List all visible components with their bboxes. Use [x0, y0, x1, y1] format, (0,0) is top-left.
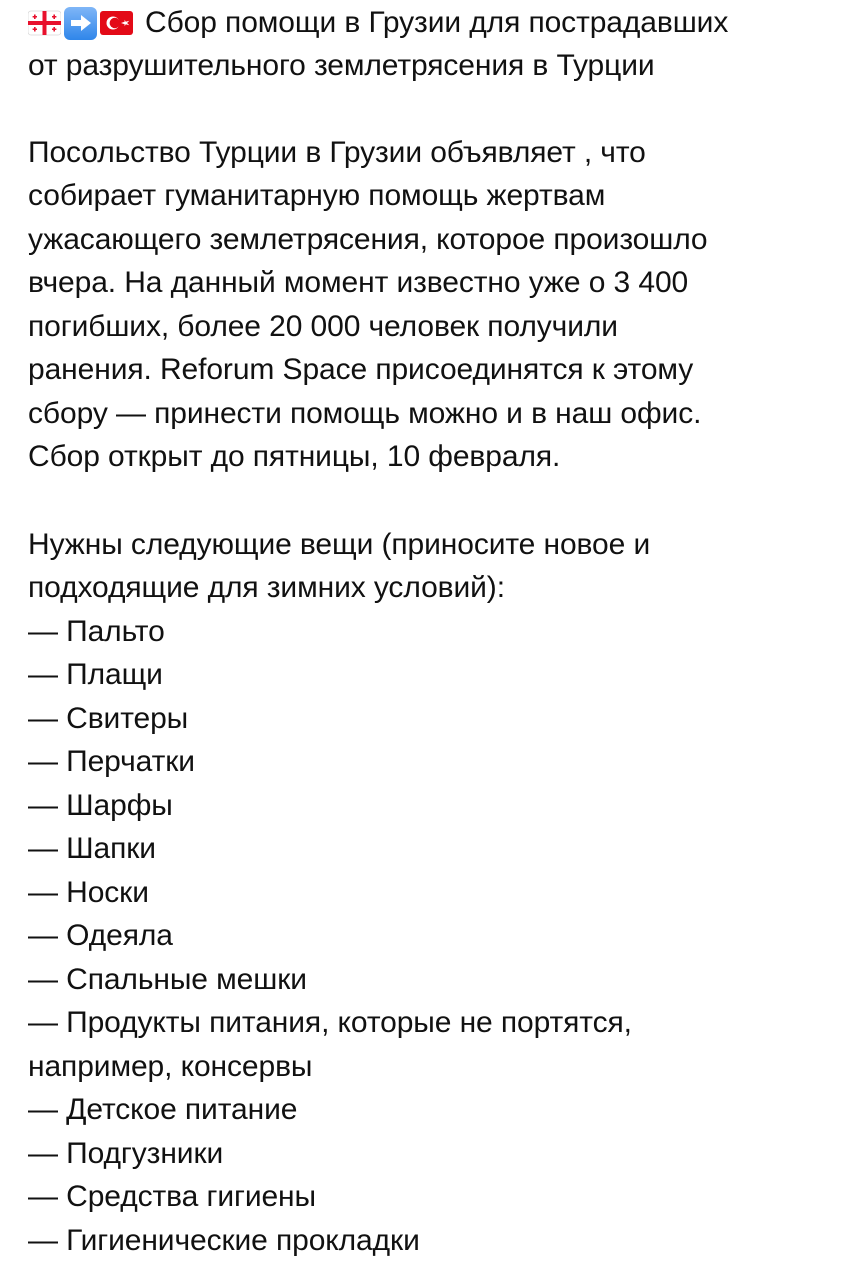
list-item: — Спальные мешки [28, 962, 307, 996]
paragraph-line: ужасающего землетрясения, которое произошло [28, 222, 708, 256]
post-message [28, 0, 838, 1262]
list-item: — Носки [28, 875, 149, 909]
list-item: — Подгузники [28, 1136, 224, 1170]
list-item: — Плащи [28, 658, 163, 691]
title-emoji-group [28, 7, 133, 40]
list-item: — Одеяла [28, 919, 173, 952]
post-title-line [28, 0, 838, 46]
post-title: Сбор помощи в Грузии для пострадавших [145, 6, 729, 40]
needs-intro-line: подходящие для зимних условий): [28, 571, 505, 604]
paragraph-line: вчера. На данный момент известно уже о 3 400 [28, 266, 689, 299]
list-item: — Продукты питания, которые не портятся, [28, 1006, 632, 1039]
list-item: — Перчатки [28, 745, 195, 778]
paragraph-line: погибших, более 20 000 человек получили [28, 309, 618, 343]
paragraph-line: ранения. Reforum Space присоединятся к этому [28, 353, 694, 386]
paragraph-line: Сбор открыт до пятницы, 10 февраля. [28, 440, 561, 473]
paragraph-line: Посольство Турции в Грузии объявляет , что [28, 135, 646, 169]
needs-section [28, 523, 838, 1263]
post-subtitle: от разрушительного землетрясения в Турции [28, 49, 655, 82]
list-item: — Средства гигиены [28, 1180, 316, 1213]
list-item: — Пальто [28, 614, 165, 648]
right-arrow-icon [64, 7, 97, 40]
list-item: — Шарфы [28, 788, 173, 822]
list-item: — Шапки [28, 832, 156, 865]
list-item: — Гигиенические прокладки [28, 1223, 420, 1257]
needs-intro-line: Нужны следующие вещи (приносите новое и [28, 527, 651, 561]
list-item: — Детское питание [28, 1093, 298, 1126]
announcement-paragraph [28, 131, 838, 479]
list-item: — Свитеры [28, 701, 189, 735]
list-item-continuation: например, консервы [28, 1049, 313, 1083]
georgia-flag-icon [28, 9, 61, 37]
paragraph-line: сбору — принести помощь можно и в наш офис. [28, 396, 702, 430]
turkey-flag-icon [100, 9, 133, 37]
paragraph-line: собирает гуманитарную помощь жертвам [28, 179, 606, 212]
